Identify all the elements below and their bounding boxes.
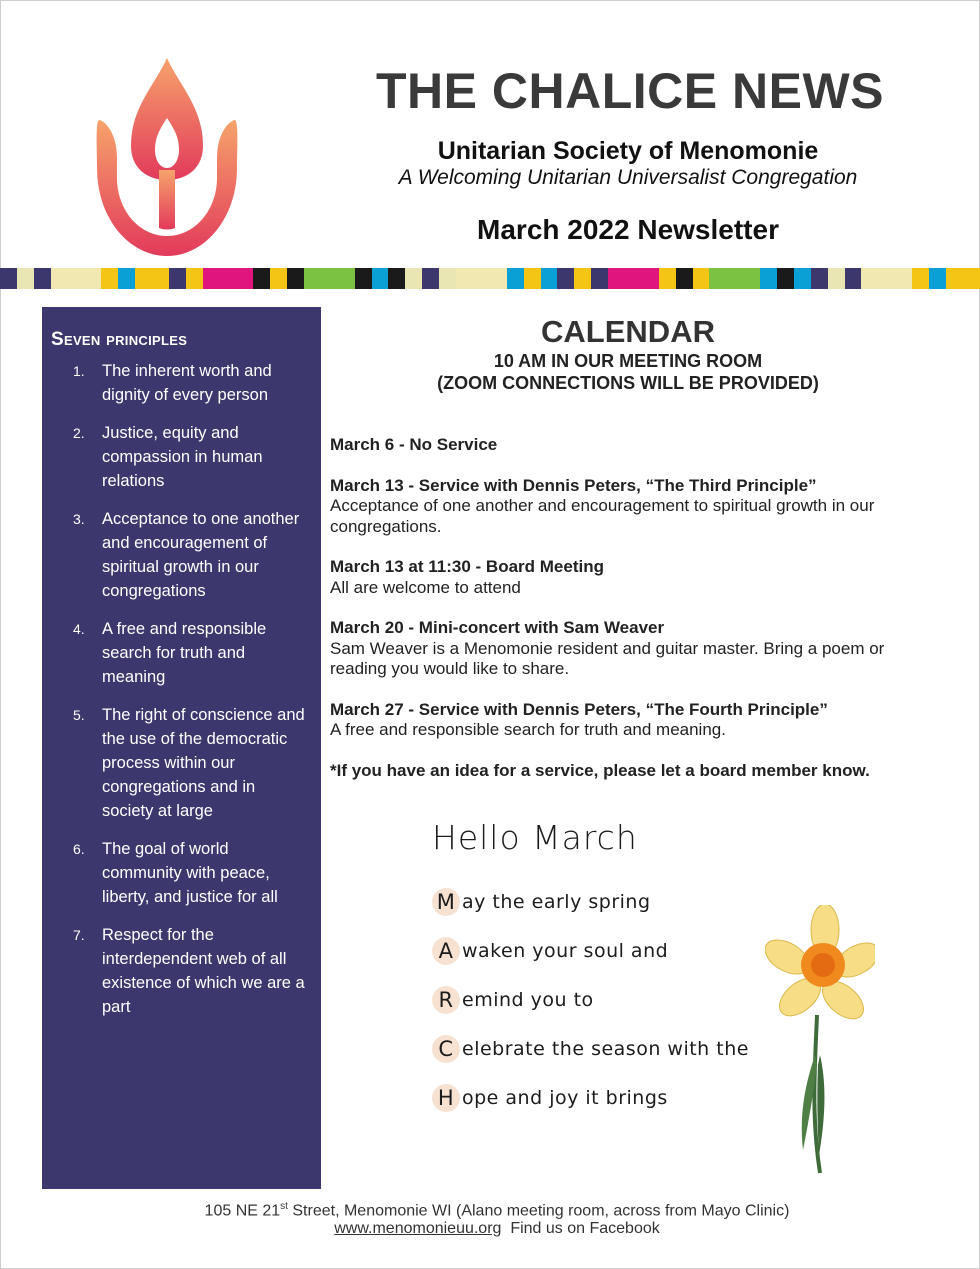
principle-number: 4. <box>73 621 85 637</box>
calendar-zoom-note: (ZOOM CONNECTIONS WILL BE PROVIDED) <box>437 373 819 393</box>
stripe-segment <box>355 268 372 289</box>
principle-text: The goal of world community with peace, liberty, and justice for all <box>102 840 278 906</box>
facebook-text: Find us on Facebook <box>501 1220 660 1237</box>
footer-address <box>0 1201 980 1220</box>
event-item <box>330 435 930 456</box>
stripe-segment <box>388 268 405 289</box>
issue-title: March 2022 Newsletter <box>477 214 779 245</box>
event-title: March 13 - Service with Dennis Peters, “The Third Principle” <box>330 475 817 495</box>
poem-line <box>432 1073 772 1122</box>
stripe-segment <box>743 268 760 289</box>
stripe-segment <box>118 268 135 289</box>
poem-initial: C <box>432 1035 460 1063</box>
event-description: All are welcome to attend <box>330 577 521 597</box>
address-text: 105 NE 21 <box>204 1202 281 1220</box>
stripe-segment <box>422 268 439 289</box>
principle-number: 2. <box>73 425 85 441</box>
society-name: Unitarian Society of Menomonie <box>437 137 819 165</box>
stripe-segment <box>507 268 524 289</box>
stripe-segment <box>625 268 642 289</box>
event-item <box>330 557 930 598</box>
principle-text: The inherent worth and dignity of every person <box>102 362 272 404</box>
stripe-segment <box>372 268 389 289</box>
stripe-segment <box>929 268 946 289</box>
tagline: A Welcoming Unitarian Universalist Congregation <box>398 166 858 189</box>
principle-number: 1. <box>73 363 85 379</box>
stripe-segment <box>659 268 676 289</box>
calendar-time: 10 AM IN OUR MEETING ROOM <box>493 351 763 371</box>
event-title: March 20 - Mini-concert with Sam Weaver <box>330 618 665 637</box>
stripe-segment <box>912 268 929 289</box>
event-title: March 6 - No Service <box>330 435 498 454</box>
calendar-events <box>330 435 930 781</box>
poem-line <box>432 975 772 1024</box>
principle-text: Justice, equity and compassion in human relations <box>102 424 263 490</box>
stripe-segment <box>287 268 304 289</box>
poem-line <box>432 926 772 975</box>
stripe-segment <box>304 268 321 289</box>
event-description: Acceptance of one another and encouragement to spiritual growth in our congregations. <box>330 496 875 536</box>
stripe-segment <box>777 268 794 289</box>
poem-line-text: waken your soul and <box>462 939 669 962</box>
stripe-segment <box>152 268 169 289</box>
principle-text: Respect for the interdependent web of all existence of which we are a part <box>102 926 305 1016</box>
footer-links <box>0 1220 980 1238</box>
stripe-segment <box>676 268 693 289</box>
poem-initial: H <box>432 1084 460 1112</box>
stripe-segment <box>642 268 659 289</box>
poem-initial: R <box>432 986 460 1014</box>
stripe-segment <box>946 268 963 289</box>
stripe-segment <box>51 268 68 289</box>
stripe-segment <box>490 268 507 289</box>
principle-number: 6. <box>73 841 85 857</box>
stripe-segment <box>220 268 237 289</box>
stripe-segment <box>726 268 743 289</box>
principle-item <box>51 617 311 689</box>
principles-list <box>51 359 311 1019</box>
principle-item <box>51 507 311 603</box>
poem-line-text: ope and joy it brings <box>462 1086 668 1109</box>
principle-text: The right of conscience and the use of the democratic process within our congregations and in society at large <box>102 706 305 820</box>
stripe-segment <box>794 268 811 289</box>
stripe-segment <box>608 268 625 289</box>
stripe-segment <box>270 268 287 289</box>
stripe-segment <box>709 268 726 289</box>
stripe-segment <box>828 268 845 289</box>
poem-initial: M <box>432 888 460 916</box>
sidebar-heading: Seven principles <box>51 329 188 350</box>
service-idea-note: *If you have an idea for a service, please let a board member know. <box>330 760 870 780</box>
stripe-segment <box>0 268 17 289</box>
stripe-segment <box>338 268 355 289</box>
principle-number: 7. <box>73 927 85 943</box>
principle-text: A free and responsible search for truth and meaning <box>102 620 267 686</box>
principle-number: 5. <box>73 707 85 723</box>
color-stripe <box>0 268 980 289</box>
event-description: A free and responsible search for truth and meaning. <box>330 720 726 739</box>
principles-sidebar <box>42 307 321 1189</box>
address-ordinal: st <box>280 1201 288 1212</box>
poem-line <box>432 1024 772 1073</box>
stripe-segment <box>186 268 203 289</box>
stripe-segment <box>135 268 152 289</box>
principle-number: 3. <box>73 511 85 527</box>
stripe-segment <box>236 268 253 289</box>
event-item <box>330 618 930 680</box>
poem-line-text: ay the early spring <box>462 890 651 913</box>
principle-item <box>51 359 311 407</box>
poem-line-text: emind you to <box>462 988 594 1011</box>
calendar-heading: CALENDAR <box>541 314 715 349</box>
event-title: March 13 at 11:30 - Board Meeting <box>330 557 604 576</box>
stripe-segment <box>439 268 456 289</box>
address-text-rest: Street, Menomonie WI (Alano meeting room, across from Mayo Clinic) <box>287 1202 790 1220</box>
chalice-logo <box>95 58 240 258</box>
stripe-segment <box>524 268 541 289</box>
event-item <box>330 476 930 538</box>
stripe-segment <box>591 268 608 289</box>
principle-text: Acceptance to one another and encouragement of spiritual growth in our congregations <box>102 510 300 600</box>
stripe-segment <box>203 268 220 289</box>
poem-line-text: elebrate the season with the <box>462 1037 749 1060</box>
stripe-segment <box>760 268 777 289</box>
stripe-segment <box>811 268 828 289</box>
poem-line <box>432 877 772 926</box>
poem-title: Hello March <box>432 818 638 857</box>
stripe-segment <box>861 268 878 289</box>
stripe-segment <box>845 268 862 289</box>
stripe-segment <box>34 268 51 289</box>
stripe-segment <box>456 268 473 289</box>
stripe-segment <box>101 268 118 289</box>
stripe-segment <box>68 268 85 289</box>
stripe-segment <box>693 268 710 289</box>
stripe-segment <box>253 268 270 289</box>
stripe-segment <box>878 268 895 289</box>
newsletter-title: THE CHALICE NEWS <box>376 63 884 119</box>
principle-item <box>51 837 311 909</box>
principle-item <box>51 703 311 823</box>
stripe-segment <box>895 268 912 289</box>
website-link[interactable]: www.menomonieuu.org <box>334 1220 502 1237</box>
event-item <box>330 700 930 741</box>
event-description: Sam Weaver is a Menomonie resident and guitar master. Bring a poem or reading you would like to share. <box>330 638 885 678</box>
principle-item <box>51 421 311 493</box>
poem-initial: A <box>432 937 460 965</box>
principle-item <box>51 923 311 1019</box>
stripe-segment <box>541 268 558 289</box>
stripe-segment <box>405 268 422 289</box>
stripe-segment <box>963 268 980 289</box>
stripe-segment <box>557 268 574 289</box>
hello-march-poem <box>432 818 772 1122</box>
daffodil-illustration <box>765 905 875 1177</box>
stripe-segment <box>17 268 34 289</box>
stripe-segment <box>473 268 490 289</box>
stripe-segment <box>321 268 338 289</box>
event-title: March 27 - Service with Dennis Peters, “The Fourth Principle” <box>330 699 828 719</box>
stripe-segment <box>169 268 186 289</box>
stripe-segment <box>574 268 591 289</box>
stripe-segment <box>84 268 101 289</box>
